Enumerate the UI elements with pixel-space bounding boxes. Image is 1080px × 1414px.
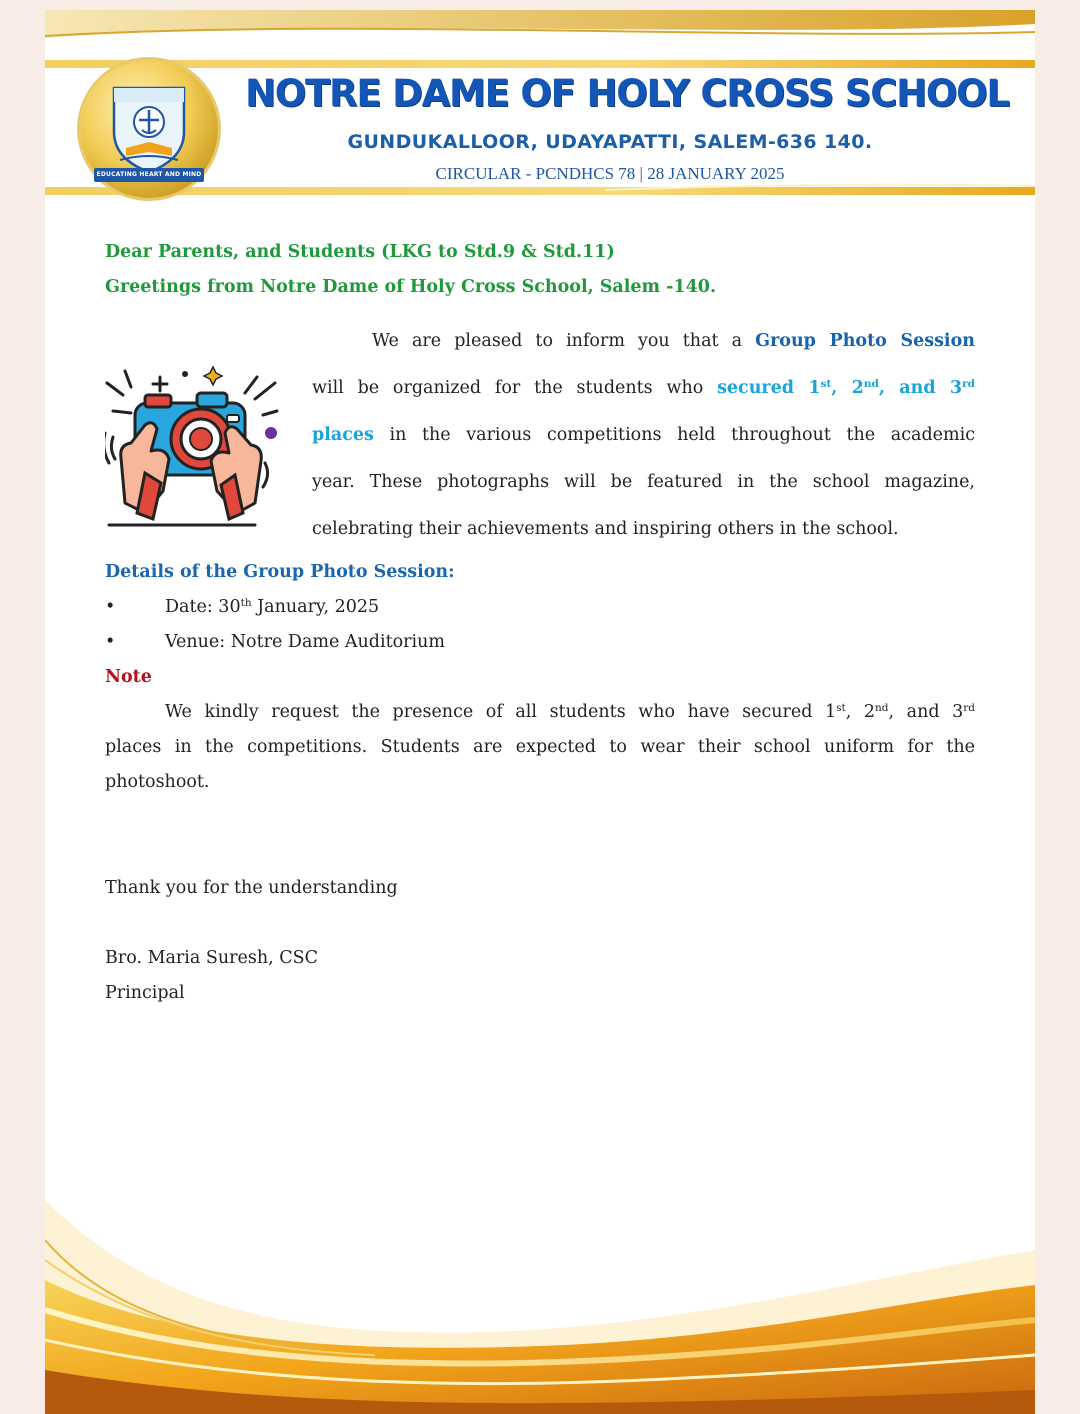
bullet-icon: • — [105, 632, 116, 652]
highlight-text: secured 1 — [717, 378, 821, 398]
ordinal-suffix: rd — [963, 702, 975, 715]
note-text: places in the competitions. Students are expected to wear their school uniform for the photoshoot. — [105, 737, 975, 792]
note-line-1 — [105, 695, 975, 730]
thanks-line: Thank you for the understanding — [105, 878, 398, 898]
highlight-group-photo: Group Photo Session — [755, 331, 975, 351]
school-name: NOTRE DAME OF HOLY CROSS SCHOOL — [245, 72, 1009, 115]
letter-body — [105, 235, 975, 1011]
date-text: Date: 30 — [165, 597, 241, 617]
highlight-text: , and 3 — [878, 378, 963, 398]
greeting-line: Greetings from Notre Dame of Holy Cross School, Salem -140. — [105, 277, 717, 297]
details-heading: Details of the Group Photo Session: — [105, 562, 455, 582]
intro-line-4: year. These photographs will be featured in the school magazine, — [312, 472, 975, 492]
ordinal-suffix: nd — [875, 702, 889, 715]
circular-page — [45, 10, 1035, 1414]
intro-section — [105, 318, 975, 553]
note-text: We kindly request the presence of all students who have secured 1 — [165, 702, 837, 722]
school-address: GUNDUKALLOOR, UDAYAPATTI, SALEM-636 140. — [347, 131, 873, 153]
note-text: , and 3 — [888, 702, 964, 722]
highlight-secured — [717, 378, 975, 398]
venue-text: Venue: Notre Dame Auditorium — [165, 632, 445, 652]
note-paragraph — [105, 695, 975, 800]
intro-line-3 — [312, 412, 975, 459]
intro-text: in the various competitions held throughout the academic — [389, 425, 975, 445]
ordinal-suffix: rd — [962, 378, 975, 391]
ordinal-suffix: nd — [863, 378, 879, 391]
signer-designation: Principal — [105, 983, 185, 1003]
logo-motto: EDUCATING HEART AND MIND — [94, 168, 204, 182]
intro-line-2 — [312, 365, 975, 412]
highlight-text: , 2 — [831, 378, 864, 398]
intro-text: We are pleased to inform you that a — [372, 331, 743, 351]
salutation-line: Dear Parents, and Students (LKG to Std.9 & Std.11) — [105, 242, 615, 262]
signer-name: Bro. Maria Suresh, CSC — [105, 948, 319, 968]
detail-venue — [105, 625, 975, 660]
intro-paragraph — [312, 318, 975, 553]
detail-date — [105, 590, 975, 625]
intro-line-5: celebrating their achievements and inspiring others in the school. — [312, 519, 899, 539]
highlight-places: places — [312, 425, 374, 445]
intro-text: will be organized for the students who — [312, 378, 704, 398]
circular-reference: CIRCULAR - PCNDHCS 78 | 28 JANUARY 2025 — [435, 164, 785, 183]
camera-hands-icon — [105, 363, 290, 533]
bullet-icon: • — [105, 597, 116, 617]
school-logo — [80, 60, 218, 198]
intro-line-1 — [312, 318, 975, 365]
note-heading: Note — [105, 667, 152, 687]
note-text: , 2 — [845, 702, 876, 722]
ordinal-suffix: th — [240, 597, 252, 610]
ordinal-suffix: st — [836, 702, 846, 715]
shield-emblem-icon — [106, 82, 192, 172]
date-text: January, 2025 — [251, 597, 380, 617]
ordinal-suffix: st — [820, 378, 832, 391]
